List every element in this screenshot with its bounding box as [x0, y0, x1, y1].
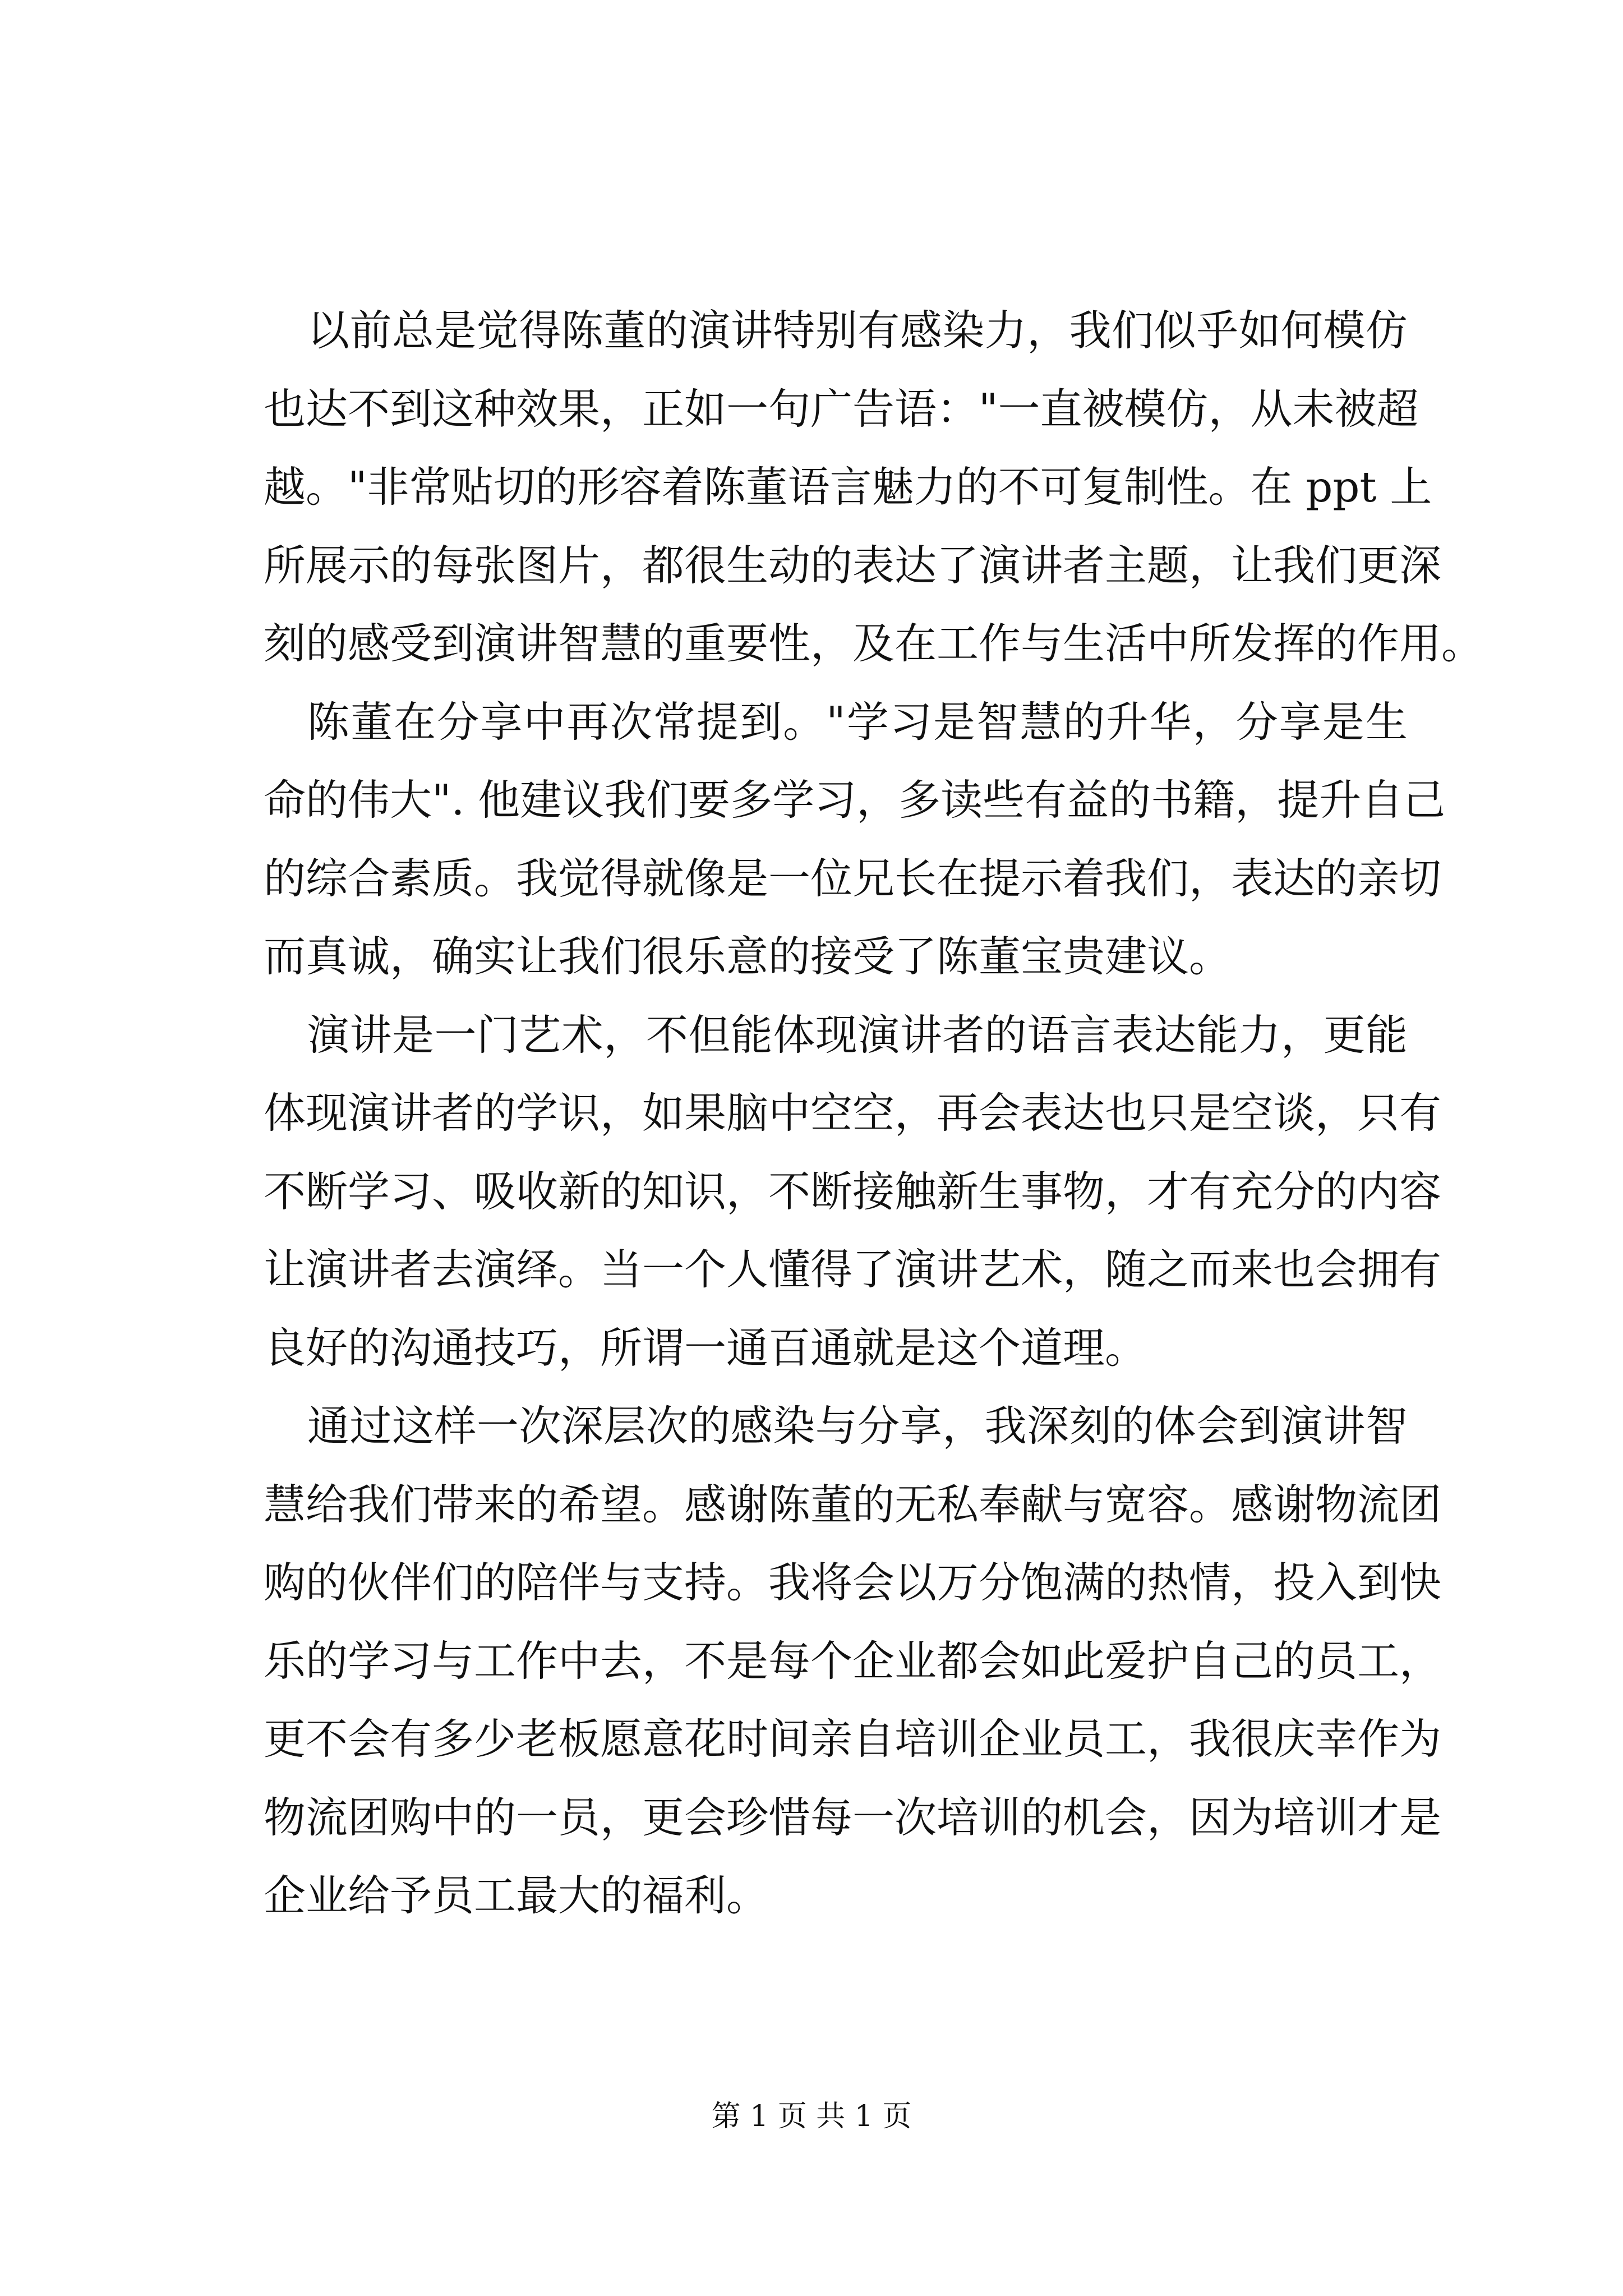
- text-line: 以前总是觉得陈董的演讲特别有感染力，我们似乎如何模仿: [307, 306, 1408, 355]
- text-line: 企业给予员工最大的福利。: [264, 1871, 769, 1920]
- text-line: 良好的沟通技巧，所谓一通百通就是这个道理。: [264, 1323, 1147, 1373]
- paragraph: [264, 1387, 1442, 1935]
- text-line: 不断学习、吸收新的知识，不断接触新生事物，才有充分的内容: [264, 1166, 1442, 1216]
- text-line: 陈董在分享中再次常提到。"学习是智慧的升华，分享是生: [307, 697, 1408, 747]
- paragraph: [264, 996, 1442, 1388]
- text-line: 让演讲者去演绎。当一个人懂得了演讲艺术，随之而来也会拥有: [264, 1245, 1442, 1294]
- paragraph: [264, 292, 1484, 683]
- text-line: 更不会有多少老板愿意花时间亲自培训企业员工，我很庆幸作为: [264, 1714, 1442, 1764]
- text-line: 物流团购中的一员，更会珍惜每一次培训的机会，因为培训才是: [264, 1792, 1442, 1842]
- text-line: 刻的感受到演讲智慧的重要性，及在工作与生活中所发挥的作用。: [264, 619, 1484, 668]
- text-line: 所展示的每张图片，都很生动的表达了演讲者主题，让我们更深: [264, 540, 1442, 590]
- text-line: 演讲是一门艺术，不但能体现演讲者的语言表达能力，更能: [307, 1010, 1408, 1060]
- text-line: 而真诚，确实让我们很乐意的接受了陈董宝贵建议。: [264, 932, 1232, 981]
- text-line: 慧给我们带来的希望。感谢陈董的无私奉献与宽容。感谢物流团: [264, 1479, 1442, 1529]
- text-line: 购的伙伴们的陪伴与支持。我将会以万分饱满的热情，投入到快: [264, 1558, 1442, 1607]
- text-line: 也达不到这种效果，正如一句广告语："一直被模仿，从未被超: [264, 384, 1419, 434]
- text-line: 越。"非常贴切的形容着陈董语言魅力的不可复制性。在 ppt 上: [264, 462, 1432, 512]
- page-number-footer: 第 1 页 共 1 页: [711, 2100, 912, 2133]
- document-body: [264, 292, 1484, 1935]
- paragraph: [264, 683, 1446, 996]
- text-line: 乐的学习与工作中去，不是每个企业都会如此爱护自己的员工，: [264, 1636, 1442, 1686]
- text-line: 的综合素质。我觉得就像是一位兄长在提示着我们，表达的亲切: [264, 853, 1442, 903]
- text-line: 通过这样一次深层次的感染与分享，我深刻的体会到演讲智: [307, 1401, 1408, 1451]
- text-line: 命的伟大". 他建议我们要多学习，多读些有益的书籍，提升自己: [264, 775, 1446, 825]
- text-line: 体现演讲者的学识，如果脑中空空，再会表达也只是空谈，只有: [264, 1088, 1442, 1138]
